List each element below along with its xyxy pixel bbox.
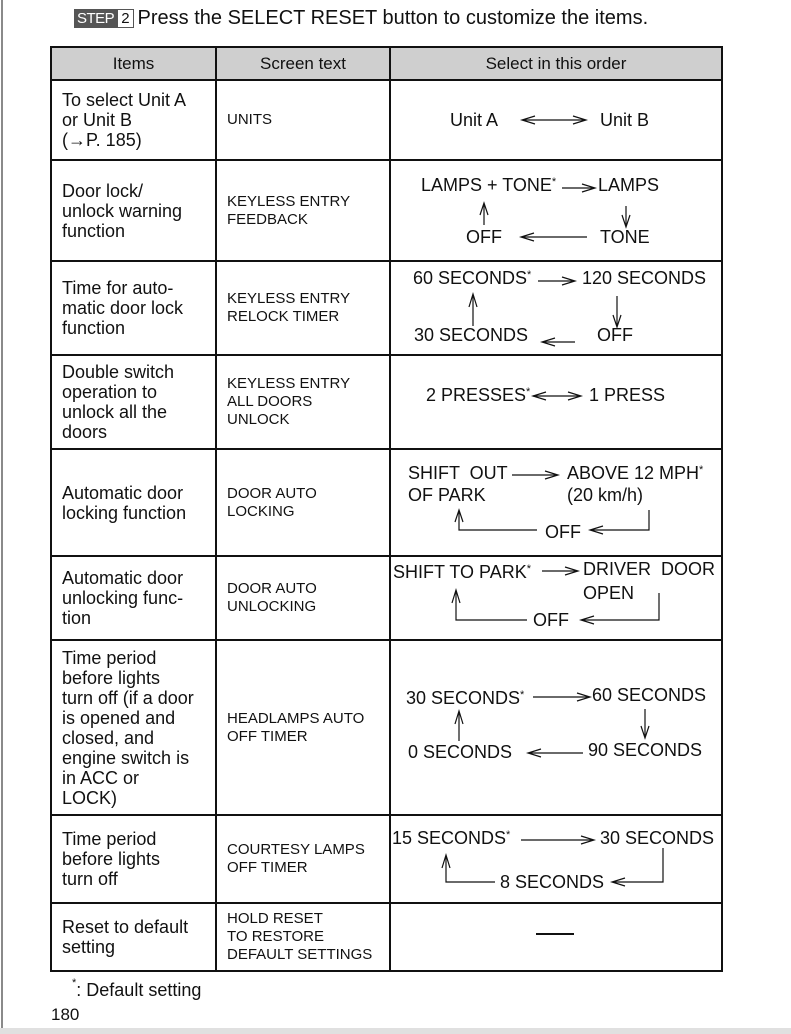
footnote-marker: * bbox=[72, 977, 77, 989]
item-line: unlocking func- bbox=[62, 588, 184, 608]
cycle-arrows-icon bbox=[391, 557, 721, 639]
screen-line: DOOR AUTO bbox=[227, 580, 317, 597]
item-line: operation to bbox=[62, 382, 158, 402]
screen-text-cell bbox=[216, 80, 390, 160]
item-cell bbox=[51, 449, 216, 556]
item-line: Door lock/ bbox=[62, 180, 144, 201]
cycle-arrows-icon bbox=[391, 262, 721, 354]
item-cell bbox=[51, 903, 216, 971]
page-left-edge bbox=[1, 0, 3, 1028]
option-120-seconds: 120 SECONDS bbox=[582, 268, 707, 288]
item-cell bbox=[51, 355, 216, 449]
screen-text-cell bbox=[216, 261, 390, 355]
default-marker: * bbox=[551, 176, 557, 188]
bidirectional-arrow-icon bbox=[391, 81, 721, 159]
screen-line: UNITS bbox=[227, 111, 272, 128]
item-line: locking function bbox=[62, 502, 187, 523]
table-header-row bbox=[51, 47, 722, 80]
table-row bbox=[51, 815, 722, 903]
cycle-arrows-icon bbox=[391, 161, 721, 260]
step-text: Press the SELECT RESET button to customize the items. bbox=[137, 6, 649, 29]
item-line: (→P. 185) bbox=[62, 130, 142, 150]
screen-line: ALL DOORS bbox=[227, 393, 313, 410]
option-8-seconds: 8 SECONDS bbox=[500, 872, 605, 892]
default-marker: * bbox=[520, 689, 525, 701]
step-badge: STEP bbox=[74, 9, 117, 28]
order-cell bbox=[390, 449, 722, 556]
screen-line: OFF TIMER bbox=[227, 727, 308, 745]
not-applicable-dash bbox=[536, 933, 574, 935]
option-off: OFF bbox=[466, 227, 502, 247]
header-items: Items bbox=[51, 47, 216, 80]
option-30-seconds: 30 SECONDS bbox=[414, 325, 529, 345]
option-text: ABOVE 12 MPH bbox=[567, 463, 700, 483]
footnote-text: : Default setting bbox=[76, 980, 202, 1000]
option-0-seconds: 0 SECONDS bbox=[408, 742, 513, 762]
item-line: Double switch bbox=[62, 362, 175, 382]
item-line: Time period bbox=[62, 829, 157, 849]
item-line: setting bbox=[62, 937, 116, 957]
screen-line: KEYLESS ENTRY bbox=[227, 375, 351, 392]
item-line: before lights bbox=[62, 667, 161, 688]
option-of-park: OF PARK bbox=[408, 485, 486, 505]
option-90-seconds: 90 SECONDS bbox=[588, 740, 703, 760]
screen-line: UNLOCK bbox=[227, 411, 290, 428]
order-cell bbox=[390, 556, 722, 640]
item-line: Time for auto- bbox=[62, 278, 174, 298]
item-line: tion bbox=[62, 608, 92, 628]
screen-text-cell bbox=[216, 903, 390, 971]
screen-line: COURTESY LAMPS bbox=[227, 841, 365, 858]
screen-text-cell bbox=[216, 449, 390, 556]
option-text: 30 SECONDS bbox=[406, 688, 521, 708]
viewer-bottom-bar bbox=[0, 1028, 791, 1034]
screen-line: KEYLESS ENTRY bbox=[227, 192, 351, 210]
footnote bbox=[72, 977, 202, 1001]
cycle-arrows-icon bbox=[391, 816, 721, 902]
default-marker: * bbox=[699, 464, 704, 476]
item-line: is opened and bbox=[62, 707, 176, 728]
item-line: unlock warning bbox=[62, 200, 183, 221]
item-line: turn off (if a door bbox=[62, 687, 194, 708]
table-row bbox=[51, 160, 722, 261]
option-driver-door: DRIVER DOOR bbox=[583, 559, 716, 579]
item-line: function bbox=[62, 318, 126, 338]
order-cell bbox=[390, 355, 722, 449]
option-text: 60 SECONDS bbox=[413, 268, 528, 288]
order-cell bbox=[390, 815, 722, 903]
item-line: To select Unit A bbox=[62, 90, 187, 110]
screen-text-cell bbox=[216, 640, 390, 815]
option-shift-out: SHIFT OUT bbox=[408, 463, 508, 483]
option-text: 15 SECONDS bbox=[392, 828, 507, 848]
option-text: SHIFT TO PARK bbox=[393, 562, 527, 582]
item-line: function bbox=[62, 220, 126, 241]
option-off: OFF bbox=[545, 522, 581, 542]
item-line: Automatic door bbox=[62, 482, 184, 503]
option-1-press: 1 PRESS bbox=[589, 385, 666, 405]
option-text: 2 PRESSES bbox=[426, 385, 527, 405]
item-cell bbox=[51, 815, 216, 903]
customization-table bbox=[50, 46, 723, 972]
screen-line: FEEDBACK bbox=[227, 210, 308, 228]
option-lamps: LAMPS bbox=[598, 175, 660, 195]
step-number: 2 bbox=[117, 9, 133, 28]
screen-text-cell bbox=[216, 160, 390, 261]
option-off: OFF bbox=[597, 325, 633, 345]
screen-line: LOCKING bbox=[227, 502, 295, 520]
screen-line: TO RESTORE bbox=[227, 928, 324, 945]
table-row bbox=[51, 355, 722, 449]
header-screen-text: Screen text bbox=[216, 47, 390, 80]
screen-text-cell bbox=[216, 556, 390, 640]
item-line: doors bbox=[62, 422, 108, 442]
screen-line: HOLD RESET bbox=[227, 910, 323, 927]
order-cell bbox=[390, 261, 722, 355]
page-number: 180 bbox=[51, 1005, 80, 1024]
default-marker: * bbox=[526, 563, 531, 575]
default-marker: * bbox=[506, 829, 511, 841]
option-20-kmh: (20 km/h) bbox=[567, 485, 644, 505]
header-select-order: Select in this order bbox=[390, 47, 722, 80]
cycle-arrows-icon bbox=[391, 450, 721, 555]
item-cell bbox=[51, 556, 216, 640]
item-line: engine switch is bbox=[62, 747, 190, 768]
item-line: LOCK) bbox=[62, 787, 118, 808]
table-row bbox=[51, 640, 722, 815]
option-unit-b: Unit B bbox=[600, 110, 650, 130]
item-line: turn off bbox=[62, 869, 118, 889]
item-cell bbox=[51, 80, 216, 160]
screen-line: DEFAULT SETTINGS bbox=[227, 946, 373, 963]
screen-line: DOOR AUTO bbox=[227, 484, 317, 502]
item-line: or Unit B bbox=[62, 110, 133, 130]
screen-text-cell bbox=[216, 355, 390, 449]
option-open: OPEN bbox=[583, 583, 635, 603]
screen-text-cell bbox=[216, 815, 390, 903]
item-line: Automatic door bbox=[62, 568, 184, 588]
item-line: closed, and bbox=[62, 727, 155, 748]
screen-line: KEYLESS ENTRY bbox=[227, 290, 351, 307]
default-marker: * bbox=[526, 386, 531, 398]
option-off: OFF bbox=[533, 610, 569, 630]
table-row bbox=[51, 449, 722, 556]
order-cell bbox=[390, 903, 722, 971]
option-unit-a: Unit A bbox=[450, 110, 499, 130]
item-line: in ACC or bbox=[62, 767, 140, 788]
screen-line: OFF TIMER bbox=[227, 859, 308, 876]
table-row bbox=[51, 261, 722, 355]
item-line: before lights bbox=[62, 849, 161, 869]
screen-line: UNLOCKING bbox=[227, 598, 317, 615]
screen-line: RELOCK TIMER bbox=[227, 308, 340, 325]
option-60-seconds: 60 SECONDS bbox=[592, 685, 707, 705]
option-30-seconds: 30 SECONDS bbox=[600, 828, 715, 848]
default-marker: * bbox=[527, 269, 532, 281]
order-cell bbox=[390, 160, 722, 261]
item-line: unlock all the bbox=[62, 402, 168, 422]
item-line: Reset to default bbox=[62, 917, 189, 937]
option-text: LAMPS + TONE bbox=[421, 175, 552, 195]
table-row bbox=[51, 80, 722, 160]
table-row bbox=[51, 903, 722, 971]
item-line: matic door lock bbox=[62, 298, 184, 318]
item-cell bbox=[51, 261, 216, 355]
table-row bbox=[51, 556, 722, 640]
option-tone: TONE bbox=[600, 227, 650, 247]
order-cell bbox=[390, 80, 722, 160]
bidirectional-arrow-icon bbox=[391, 356, 721, 448]
item-cell bbox=[51, 160, 216, 261]
item-line: Time period bbox=[62, 647, 157, 668]
cycle-arrows-icon bbox=[391, 641, 721, 814]
item-cell bbox=[51, 640, 216, 815]
step-instruction bbox=[74, 6, 648, 30]
order-cell bbox=[390, 640, 722, 815]
screen-line: HEADLAMPS AUTO bbox=[227, 709, 365, 727]
